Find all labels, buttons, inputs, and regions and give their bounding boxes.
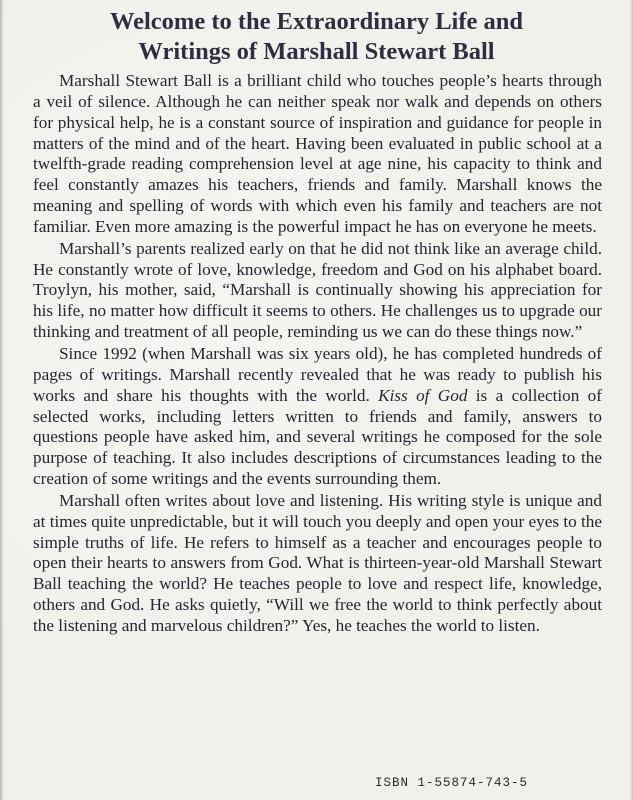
page-title (40, 7, 593, 67)
paragraph-4: Marshall often writes about love and listening. His writing style is unique and at times quite unpredictable, but it will touch you deeply and open your eyes to the simple truths of life. He refers to himself as a teacher and encourages people to open their hearts to answers from God. What is thirteen-year-old Marshall Stewart Ball teaching the world? He teaches people to love and respect life, knowledge, others and God. He asks quietly, “Will we free the world to think perfectly about the listening and marvelous children?” Yes, he teaches the world to listen. (33, 490, 602, 635)
page-edge-left (0, 0, 4, 800)
paragraph-1: Marshall Stewart Ball is a brilliant child who touches people’s hearts through a veil of silence. Although he can neither speak nor walk and depends on others for physical help, he is a constant source of inspiration and guidance for people in matters of the mind and of the heart. Having been evaluated in public school at a twelfth-grade reading comprehension level at age nine, his capacity to think and feel constantly amazes his teachers, friends and family. Marshall knows the meaning and spelling of words with which even his family and teachers are not familiar. Even more amazing is the powerful impact he has on everyone he meets. (33, 71, 602, 236)
paragraph-3-text-before: Since 1992 (when Marshall was six years old), he has completed hundreds of pages of writings. Marshall recently revealed that he was ready to publish his works and share his thoughts with the world. (33, 343, 602, 405)
body-text (33, 71, 602, 637)
isbn-number: ISBN 1-55874-743-5 (375, 776, 529, 790)
title-line-1: Welcome to the Extraordinary Life and (109, 8, 524, 35)
book-title: Kiss of God (378, 385, 468, 405)
paragraph-3 (33, 344, 602, 490)
paragraph-3-text-after: is a collection of selected works, including letters written to friends and family, answers to questions people have asked him, and several writings he composed for the sole purpose of teaching. It also includes descriptions of circumstances leading to the creation of some writings and the events surrounding them. (33, 385, 603, 489)
title-line-2: Writings of Marshall Stewart Ball (138, 38, 495, 65)
paragraph-2: Marshall’s parents realized early on that he did not think like an average child. He constantly wrote of love, knowledge, freedom and God on his alphabet board. Troylyn, his mother, said, “Marshall is continually showing his appreciation for his life, no matter how difficult it seems to others. He challenges us to upgrade our thinking and treatment of all people, reminding us we can do these things now.” (33, 238, 602, 342)
